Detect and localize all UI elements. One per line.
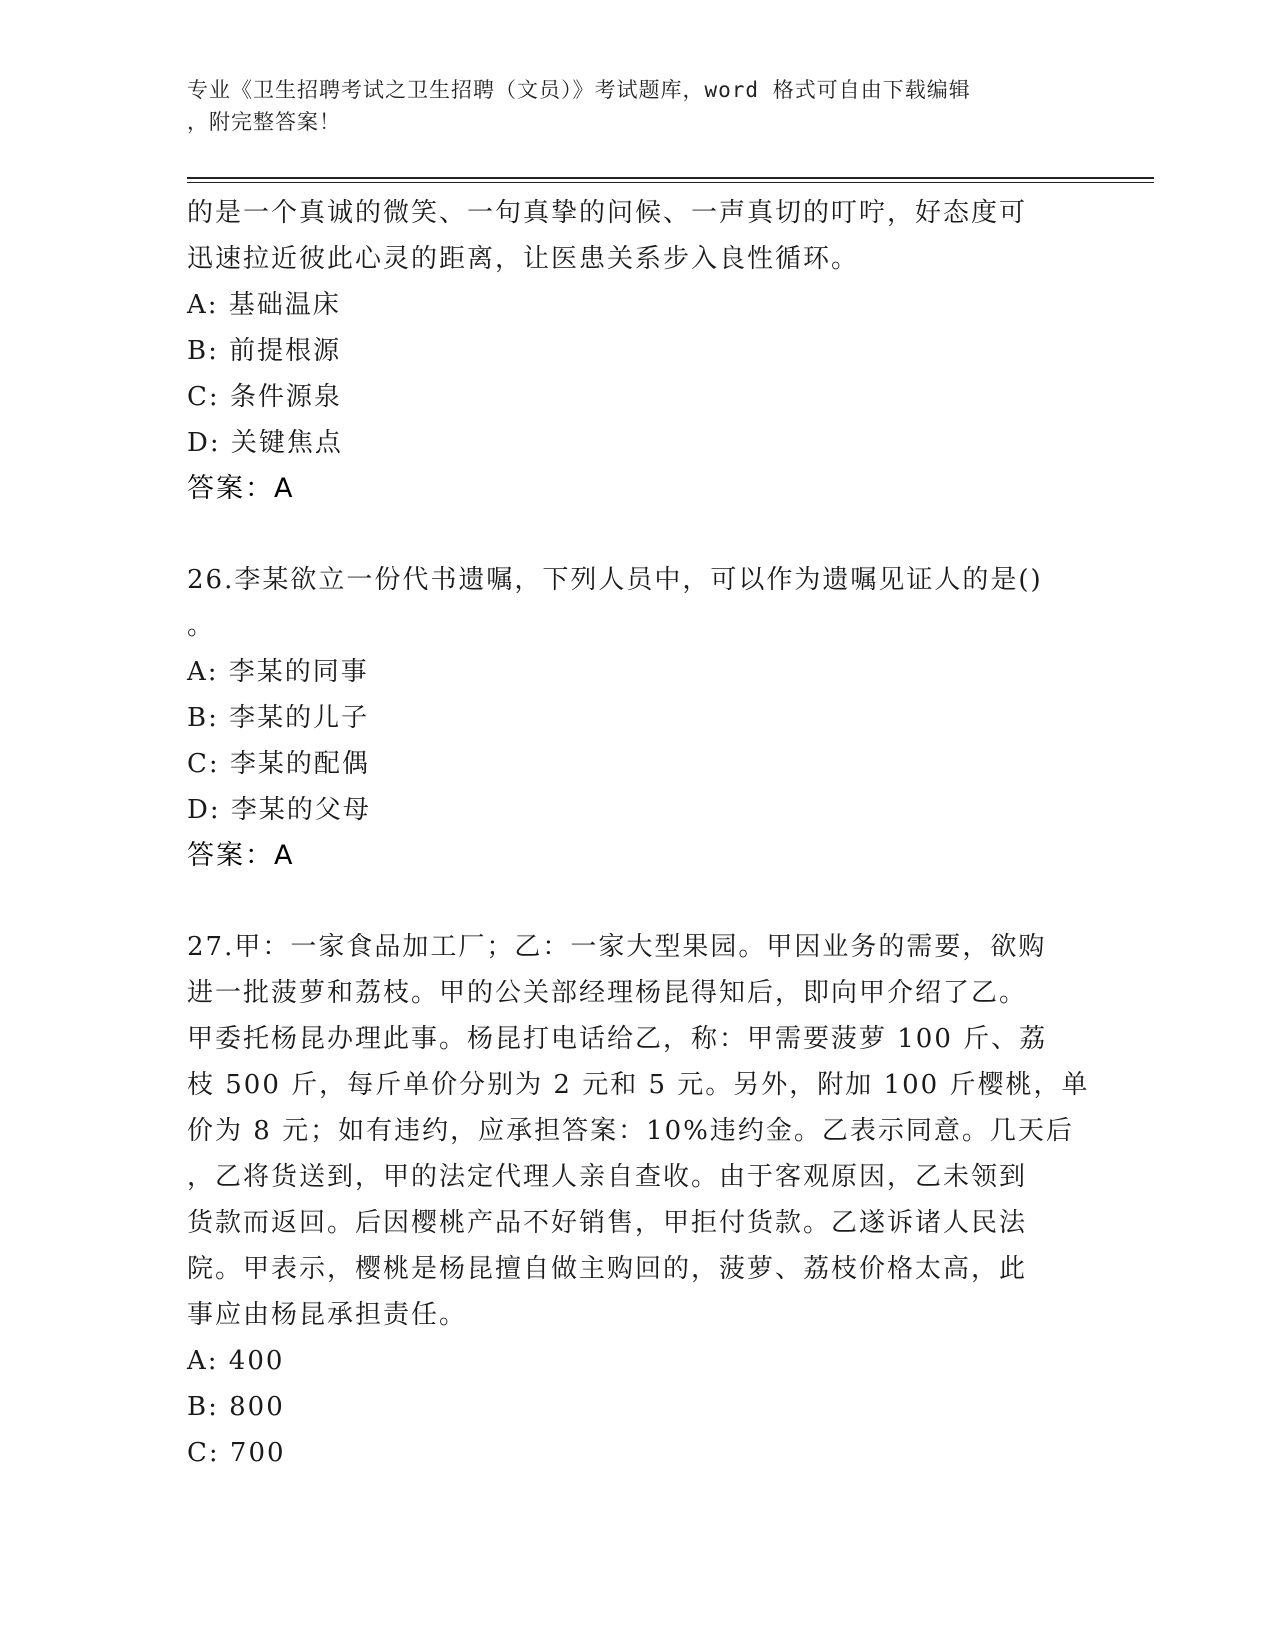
option-c: C: 700	[187, 1438, 286, 1468]
question-text-line: 价为 8 元；如有违约，应承担答案：10%违约金。乙表示同意。几天后	[187, 1116, 1074, 1146]
option-b: B: 李某的儿子	[187, 703, 370, 733]
option-d: D: 关键焦点	[187, 428, 343, 458]
spacer	[187, 879, 1087, 924]
question-text-line: 27.甲：一家食品加工厂；乙：一家大型果园。甲因业务的需要，欲购	[187, 932, 1047, 962]
question-text-line: 进一批菠萝和荔枝。甲的公关部经理杨昆得知后，即向甲介绍了乙。	[187, 978, 1028, 1008]
question-text-line: 事应由杨昆承担责任。	[187, 1300, 468, 1330]
question-26	[187, 557, 1087, 879]
option-a: A: 基础温床	[187, 290, 341, 320]
document-header	[187, 74, 1067, 138]
question-text-line: 迅速拉近彼此心灵的距离，让医患关系步入良性循环。	[187, 244, 860, 274]
option-c: C: 李某的配偶	[187, 749, 370, 779]
option-c: C: 条件源泉	[187, 382, 342, 412]
header-divider-thin	[187, 182, 1154, 183]
question-25-continuation	[187, 190, 1087, 512]
answer-line: 答案：A	[187, 840, 295, 871]
option-b: B: 800	[187, 1392, 285, 1422]
question-text-line: 的是一个真诚的微笑、一句真挚的问候、一声真切的叮咛，好态度可	[187, 198, 1028, 228]
question-text-line: 货款而返回。后因樱桃产品不好销售，甲拒付货款。乙遂诉诸人民法	[187, 1208, 1028, 1238]
document-body	[187, 190, 1090, 1476]
question-text-line: ，乙将货送到，甲的法定代理人亲自查收。由于客观原因，乙未领到	[187, 1162, 1028, 1192]
question-text-line: 院。甲表示，樱桃是杨昆擅自做主购回的，菠萝、荔枝价格太高，此	[187, 1254, 1028, 1284]
answer-line: 答案：A	[187, 473, 295, 504]
spacer	[187, 512, 1087, 557]
option-a: A: 400	[187, 1346, 285, 1376]
option-a: A: 李某的同事	[187, 657, 369, 687]
question-27	[187, 924, 1090, 1476]
header-divider-thick	[187, 177, 1154, 179]
option-b: B: 前提根源	[187, 336, 342, 366]
header-line-2: ，附完整答案！	[187, 110, 341, 134]
question-text-line: 甲委托杨昆办理此事。杨昆打电话给乙，称：甲需要菠萝 100 斤、荔	[187, 1024, 1048, 1054]
option-d: D: 李某的父母	[187, 795, 371, 825]
question-text-line: 。	[187, 611, 216, 641]
question-text-line: 26.李某欲立一份代书遗嘱，下列人员中，可以作为遗嘱见证人的是()	[187, 565, 1043, 595]
question-text-line: 枝 500 斤，每斤单价分别为 2 元和 5 元。另外，附加 100 斤樱桃，单	[187, 1070, 1090, 1100]
header-line-1: 专业《卫生招聘考试之卫生招聘（文员）》考试题库，word 格式可自由下载编辑	[187, 78, 971, 102]
